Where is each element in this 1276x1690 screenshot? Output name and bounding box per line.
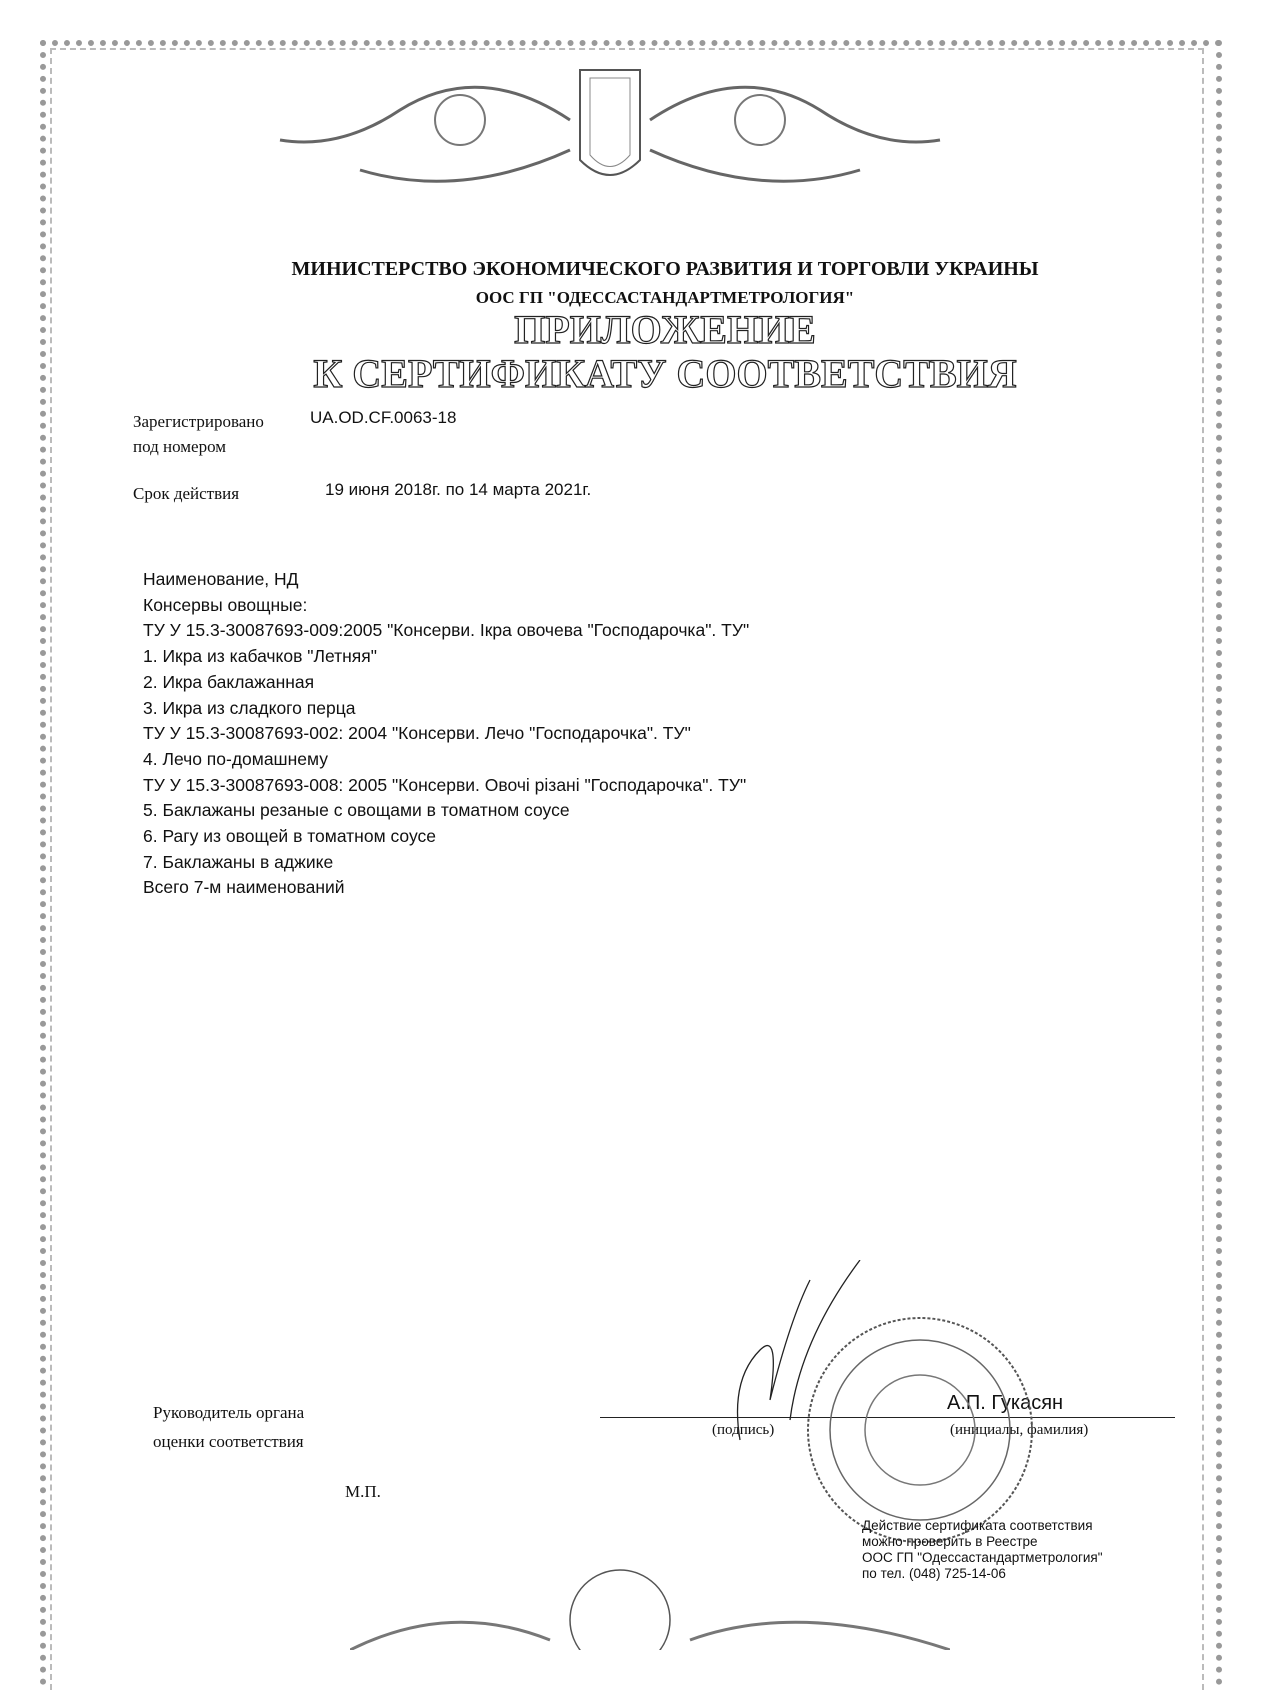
document-subtitle: К СЕРТИФИКАТУ СООТВЕТСТВИЯ <box>313 351 1017 396</box>
signatory-role: Руководитель органа <box>153 1403 305 1422</box>
registration-number: UA.OD.CF.0063-18 <box>310 408 457 427</box>
validity-label: Срок действия <box>133 484 240 503</box>
ministry-name: МИНИСТЕРСТВО ЭКОНОМИЧЕСКОГО РАЗВИТИЯ И ТОРГОВЛИ УКРАИНЫ <box>291 258 1039 280</box>
list-item: 7. Баклажаны в аджике <box>143 851 334 872</box>
list-item: 1. Икра из кабачков "Летняя" <box>143 646 377 667</box>
list-item: 3. Икра из сладкого перца <box>143 697 356 718</box>
list-item: Консервы овощные: <box>143 594 308 615</box>
bottom-ornament <box>350 1540 950 1650</box>
list-item: 5. Баклажаны резаные с овощами в томатном соусе <box>143 800 570 821</box>
organization-name: ООС ГП "ОДЕССАСТАНДАРТМЕТРОЛОГИЯ" <box>475 288 855 307</box>
signature-caption: (подпись) <box>712 1422 775 1438</box>
list-item: 6. Рагу из овощей в томатном соусе <box>143 826 436 847</box>
verify-line: по тел. (048) 725-14-06 <box>862 1566 1006 1581</box>
registration-label-2: под номером <box>133 437 227 456</box>
list-item: Всего 7-м наименований <box>143 877 345 898</box>
list-item: Наименование, НД <box>143 569 299 589</box>
registration-label: Зарегистрировано <box>133 412 264 431</box>
list-item: 4. Лечо по-домашнему <box>143 748 328 769</box>
list-item: ТУ У 15.3-30087693-008: 2005 "Консерви. Овочі різані "Господарочка". ТУ" <box>143 774 747 795</box>
list-item: 2. Икра баклажанная <box>143 671 315 692</box>
document-title: ПРИЛОЖЕНИЕ <box>514 307 816 352</box>
verify-line: ООС ГП "Одессастандартметрология" <box>862 1550 1103 1565</box>
seal-place-label: М.П. <box>345 1482 381 1501</box>
list-item: ТУ У 15.3-30087693-002: 2004 "Консерви. Лечо "Господарочка". ТУ" <box>143 723 691 744</box>
verify-line: можно проверить в Реестре <box>862 1534 1038 1549</box>
handwritten-signature <box>730 1260 870 1460</box>
coat-of-arms-emblem <box>260 60 960 210</box>
product-list <box>143 567 749 901</box>
list-item: ТУ У 15.3-30087693-009:2005 "Консерви. Ікра овочева "Господарочка". ТУ" <box>143 620 750 641</box>
signatory-name: А.П. Гукасян <box>947 1392 1064 1414</box>
validity-value: 19 июня 2018г. по 14 марта 2021г. <box>325 480 592 499</box>
name-caption: (инициалы, фамилия) <box>950 1422 1089 1438</box>
verify-line: Действие сертификата соответствия <box>862 1518 1093 1533</box>
signatory-role-2: оценки соответствия <box>153 1432 304 1451</box>
